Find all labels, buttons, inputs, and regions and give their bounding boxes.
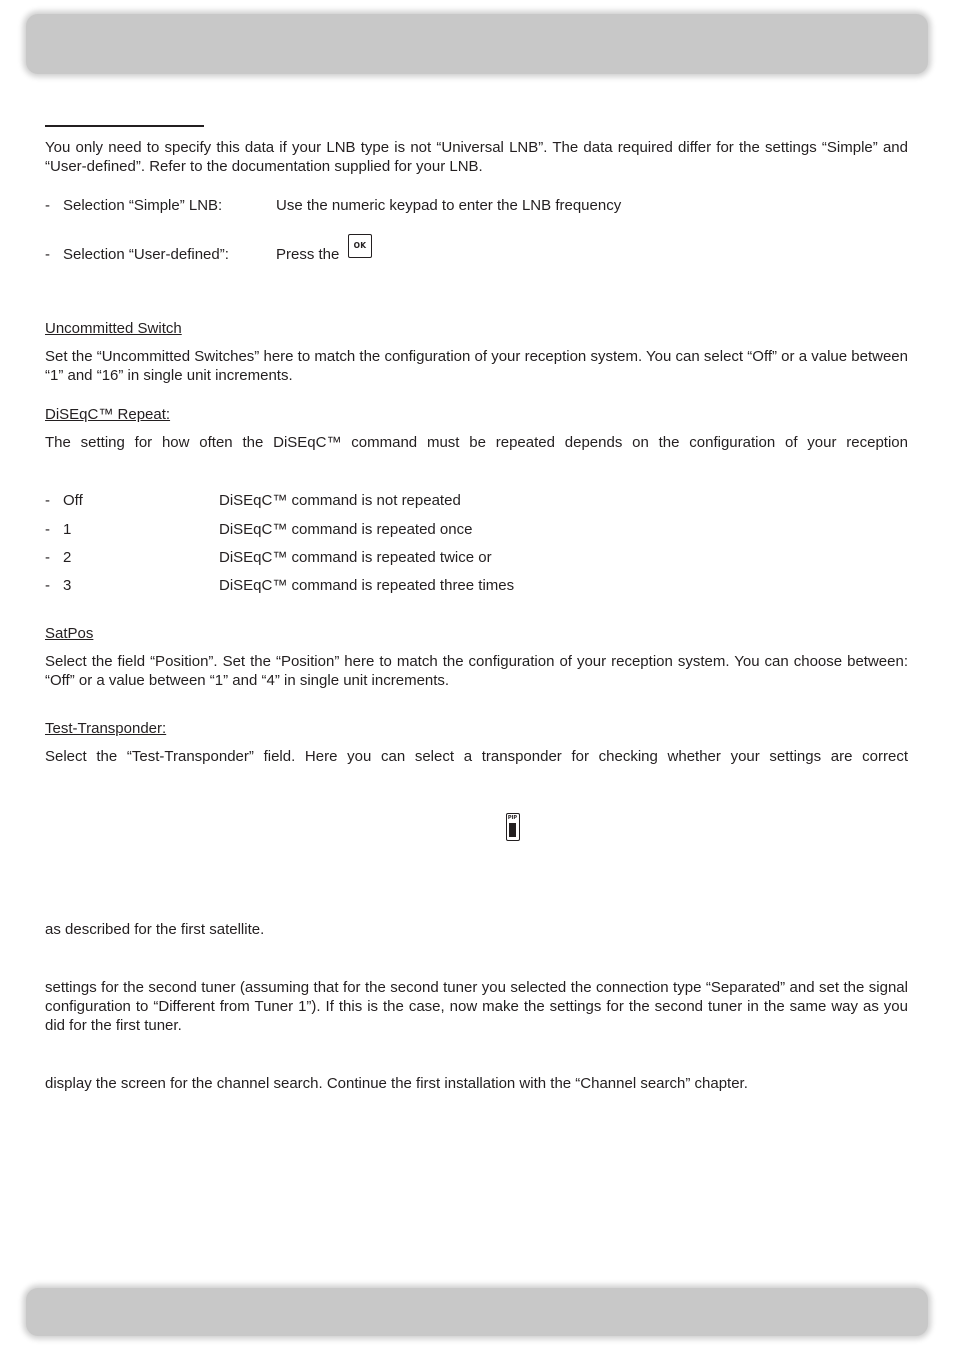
lnb-user-defined-label: Selection “User-defined”: xyxy=(63,246,229,263)
list-dash: - xyxy=(45,577,50,594)
diseqc-option-desc: DiSEqC™ command is repeated once xyxy=(219,521,473,538)
diseqc-option-value: Off xyxy=(63,492,83,509)
lnb-simple-label: Selection “Simple” LNB: xyxy=(63,197,223,214)
header-band xyxy=(26,14,928,74)
list-dash: - xyxy=(45,521,50,538)
ok-key-icon: OK xyxy=(348,234,372,258)
pip-key-label: PIP xyxy=(507,815,518,821)
uncommitted-switch-heading: Uncommitted Switch xyxy=(45,320,182,337)
diseqc-option-value: 2 xyxy=(63,549,72,566)
list-dash: - xyxy=(45,246,50,263)
diseqc-repeat-heading: DiSEqC™ Repeat: xyxy=(45,406,171,423)
test-transponder-heading: Test-Transponder: xyxy=(45,720,167,737)
test-transponder-paragraph: Select the “Test-Transponder” field. Here you can select a transponder for checking whether your settings are correct xyxy=(45,748,908,765)
lnb-user-defined-value: Press the xyxy=(276,246,340,263)
pip-key-icon xyxy=(506,813,520,841)
diseqc-option-desc: DiSEqC™ command is repeated twice or xyxy=(219,549,492,566)
first-satellite-text: as described for the first satellite. xyxy=(45,921,265,938)
lnb-intro-paragraph: You only need to specify this data if your LNB type is not “Universal LNB”. The data required differ for the settings “Simple” and “User-defined”. Refer to the documentation supplied for your LNB. xyxy=(45,139,908,175)
list-dash: - xyxy=(45,197,50,214)
diseqc-option-desc: DiSEqC™ command is repeated three times xyxy=(219,577,515,594)
diseqc-option-value: 1 xyxy=(63,521,72,538)
diseqc-repeat-paragraph: The setting for how often the DiSEqC™ command must be repeated depends on the configuration of your reception xyxy=(45,434,908,451)
footer-band xyxy=(26,1288,928,1336)
diseqc-option-desc: DiSEqC™ command is not repeated xyxy=(219,492,461,509)
channel-search-text: display the screen for the channel search. Continue the first installation with the “Channel search” chapter. xyxy=(45,1075,748,1092)
second-tuner-paragraph: settings for the second tuner (assuming that for the second tuner you selected the connection type “Separated” and set the signal configuration to “Different from Tuner 1”). If this is the case, now make the settings for the second tuner in the same way as you did for the first tuner. xyxy=(45,979,908,1034)
list-dash: - xyxy=(45,549,50,566)
pip-key-screen xyxy=(509,823,516,837)
uncommitted-switch-paragraph: Set the “Uncommitted Switches” here to match the configuration of your reception system. You can select “Off” or a value between “1” and “16” in single unit increments. xyxy=(45,348,908,384)
section-heading-rule xyxy=(45,125,204,127)
satpos-heading: SatPos xyxy=(45,625,94,642)
lnb-simple-value: Use the numeric keypad to enter the LNB frequency xyxy=(276,197,622,214)
list-dash: - xyxy=(45,492,50,509)
satpos-paragraph: Select the field “Position”. Set the “Position” here to match the configuration of your reception system. You can choose between: “Off” or a value between “1” and “4” in single unit increments. xyxy=(45,653,908,689)
diseqc-option-value: 3 xyxy=(63,577,72,594)
